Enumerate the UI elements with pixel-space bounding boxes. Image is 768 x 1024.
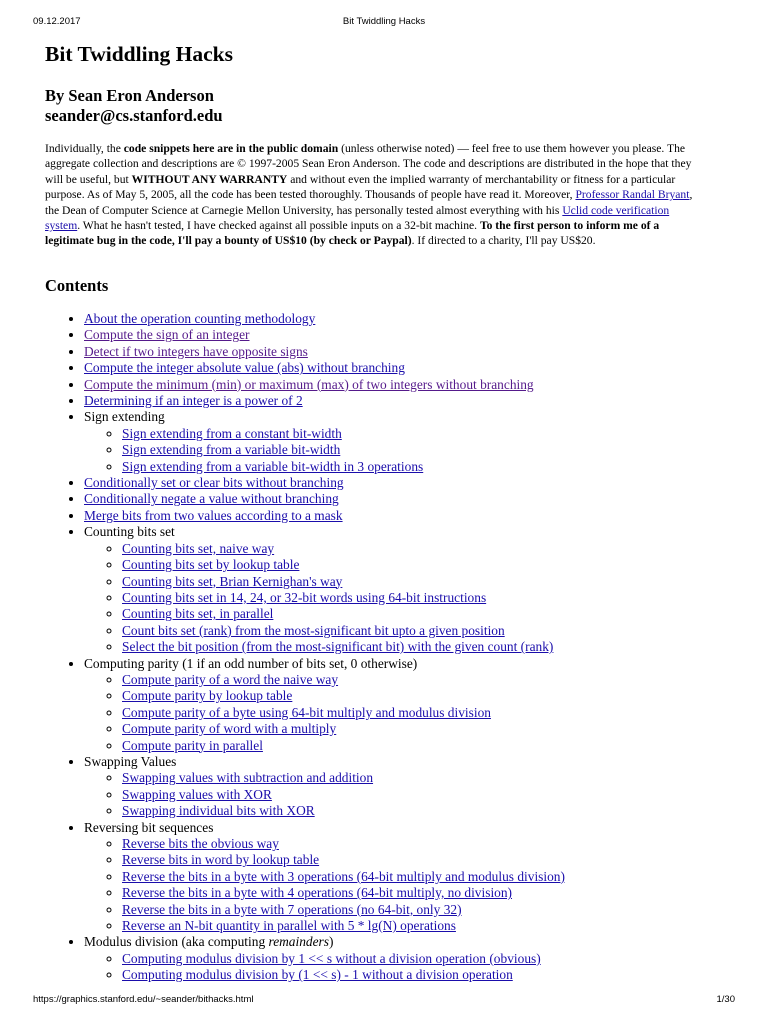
toc-sublist bbox=[84, 541, 724, 656]
toc-link[interactable]: Sign extending from a variable bit-width in 3 operations bbox=[122, 458, 424, 474]
toc-link[interactable]: Computing modulus division by 1 << s without a division operation (obvious) bbox=[122, 950, 541, 966]
toc-link[interactable]: Conditionally set or clear bits without branching bbox=[84, 475, 344, 491]
toc-link[interactable]: Compute parity of a word the naive way bbox=[122, 671, 339, 687]
toc-subitem bbox=[122, 738, 724, 754]
toc-link[interactable]: Compute parity by lookup table bbox=[122, 688, 293, 704]
toc-link[interactable]: Swapping values with XOR bbox=[122, 786, 272, 802]
toc-section-label-text: Modulus division (aka computing bbox=[84, 934, 269, 950]
intro-bold-public-domain: code snippets here are in the public domain bbox=[123, 142, 339, 155]
toc-subitem bbox=[122, 787, 724, 803]
toc-link[interactable]: Count bits set (rank) from the most-significant bit upto a given position bbox=[122, 622, 505, 638]
print-url: https://graphics.stanford.edu/~seander/bithacks.html bbox=[33, 994, 254, 1005]
toc-link[interactable]: Swapping individual bits with XOR bbox=[122, 803, 315, 819]
toc-link[interactable]: Detect if two integers have opposite signs bbox=[84, 343, 308, 359]
toc-link[interactable]: Merge bits from two values according to a mask bbox=[84, 507, 343, 523]
page-number: 1/30 bbox=[716, 994, 735, 1005]
toc-subitem bbox=[122, 541, 724, 557]
toc-item bbox=[84, 360, 724, 376]
toc-subitem bbox=[122, 869, 724, 885]
toc-subitem bbox=[122, 836, 724, 852]
toc-subitem bbox=[122, 639, 724, 655]
link-randal-bryant[interactable]: Professor Randal Bryant bbox=[575, 188, 690, 202]
toc-link[interactable]: Conditionally negate a value without branching bbox=[84, 491, 339, 507]
toc-subitem bbox=[122, 442, 724, 458]
intro-text: and without even the implied warranty of merchantability or fitness for a particular purpose. As of May 5, 2005, all the code has been tested thoroughly. Thousands of people have read it. Moreover, bbox=[45, 172, 676, 202]
intro-text: Individually, the bbox=[45, 142, 124, 155]
toc-link[interactable]: Compute the sign of an integer bbox=[84, 327, 250, 343]
toc-link[interactable]: Reverse the bits in a byte with 4 operations (64-bit multiply, no division) bbox=[122, 885, 513, 901]
toc-link[interactable]: Counting bits set by lookup table bbox=[122, 557, 300, 573]
author-name: By Sean Eron Anderson bbox=[45, 86, 214, 105]
toc-link[interactable]: Counting bits set in 14, 24, or 32-bit words using 64-bit instructions bbox=[122, 589, 487, 605]
toc-subitem bbox=[122, 852, 724, 868]
toc-item bbox=[84, 475, 724, 491]
toc-item bbox=[84, 393, 724, 409]
toc-sublist bbox=[84, 672, 724, 754]
toc-subitem bbox=[122, 951, 724, 967]
print-footer bbox=[0, 994, 768, 1008]
toc-link[interactable]: Determining if an integer is a power of 2 bbox=[84, 393, 303, 409]
toc-link[interactable]: Reverse an N-bit quantity in parallel with 5 * lg(N) operations bbox=[122, 918, 456, 934]
toc-subitem bbox=[122, 590, 724, 606]
toc-subitem bbox=[122, 606, 724, 622]
toc-section bbox=[84, 754, 724, 820]
toc-link[interactable]: Swapping values with subtraction and addition bbox=[122, 770, 374, 786]
toc-subitem bbox=[122, 688, 724, 704]
toc-section-label: Sign extending bbox=[84, 409, 165, 425]
toc-subitem bbox=[122, 967, 724, 983]
page-title: Bit Twiddling Hacks bbox=[45, 42, 233, 66]
toc-subitem bbox=[122, 574, 724, 590]
toc-item bbox=[84, 344, 724, 360]
toc-link[interactable]: Reverse the bits in a byte with 3 operations (64-bit multiply and modulus division) bbox=[122, 868, 565, 884]
intro-text: , the Dean of Computer Science at Carnegie Mellon University, has personally tested almost everything with his bbox=[45, 188, 693, 217]
toc-section bbox=[84, 934, 724, 983]
toc-sublist bbox=[84, 951, 724, 984]
print-date: 09.12.2017 bbox=[33, 16, 81, 27]
toc-link[interactable]: Compute the minimum (min) or maximum (max) of two integers without branching bbox=[84, 376, 534, 392]
toc-sublist bbox=[84, 770, 724, 819]
toc-subitem bbox=[122, 623, 724, 639]
toc-link[interactable]: Reverse bits the obvious way bbox=[122, 836, 279, 851]
toc-subitem bbox=[122, 705, 724, 721]
toc-link[interactable]: Compute the integer absolute value (abs) without branching bbox=[84, 360, 405, 376]
toc-item bbox=[84, 327, 724, 343]
contents-heading: Contents bbox=[45, 276, 109, 295]
toc-link[interactable]: Computing modulus division by (1 << s) - 1 without a division operation bbox=[122, 967, 513, 983]
intro-bold-no-warranty: WITHOUT ANY WARRANTY bbox=[131, 172, 288, 186]
toc-section-label-text: ) bbox=[328, 934, 334, 950]
toc-section bbox=[84, 656, 724, 754]
print-page-title: Bit Twiddling Hacks bbox=[342, 16, 426, 27]
print-header bbox=[0, 16, 768, 30]
toc-link[interactable]: Compute parity of a byte using 64-bit multiply and modulus division bbox=[122, 704, 491, 720]
toc-link[interactable]: Sign extending from a variable bit-width bbox=[122, 442, 341, 458]
toc-section bbox=[84, 524, 724, 655]
toc-link[interactable]: Sign extending from a constant bit-width bbox=[122, 425, 342, 441]
toc-subitem bbox=[122, 803, 724, 819]
toc-link[interactable]: Counting bits set, in parallel bbox=[122, 606, 274, 622]
toc-item bbox=[84, 508, 724, 524]
toc-link[interactable]: Reverse the bits in a byte with 7 operations (no 64-bit, only 32) bbox=[122, 901, 462, 917]
intro-text: . What he hasn't tested, I have checked against all possible inputs on a 32-bit machine. bbox=[77, 219, 480, 233]
toc-item bbox=[84, 377, 724, 393]
toc-section-label: Computing parity (1 if an odd number of bits set, 0 otherwise) bbox=[84, 655, 418, 671]
toc-sublist bbox=[84, 426, 724, 475]
author-email: seander@cs.stanford.edu bbox=[45, 106, 223, 125]
toc-item bbox=[84, 491, 724, 507]
intro-text: . If directed to a charity, I'll pay US$20. bbox=[411, 234, 596, 248]
toc-section-label bbox=[84, 934, 333, 949]
toc-section bbox=[84, 409, 724, 475]
toc-link[interactable]: Reverse bits in word by lookup table bbox=[122, 852, 320, 868]
toc-subitem bbox=[122, 885, 724, 901]
toc-subitem bbox=[122, 902, 724, 918]
toc-link[interactable]: Compute parity of word with a multiply bbox=[122, 721, 337, 737]
toc-section bbox=[84, 820, 724, 935]
toc-subitem bbox=[122, 918, 724, 934]
toc-subitem bbox=[122, 721, 724, 737]
toc-section-label: Reversing bit sequences bbox=[84, 819, 214, 835]
toc-link[interactable]: About the operation counting methodology bbox=[84, 311, 316, 326]
toc-subitem bbox=[122, 459, 724, 475]
toc-link[interactable]: Counting bits set, Brian Kernighan's way bbox=[122, 573, 343, 589]
toc-sublist bbox=[84, 836, 724, 934]
toc-subitem bbox=[122, 672, 724, 688]
toc-item bbox=[84, 311, 724, 327]
toc-section-label-emphasis: remainders bbox=[268, 934, 329, 950]
toc-section-label: Counting bits set bbox=[84, 524, 175, 540]
toc-section-label: Swapping Values bbox=[84, 753, 177, 769]
toc-link[interactable]: Counting bits set, naive way bbox=[122, 540, 275, 556]
intro-bold-bounty: To the first person to inform me of a legitimate bug in the code, I'll pay a bounty of US$10 (by check or Paypal) bbox=[45, 219, 660, 248]
toc-subitem bbox=[122, 426, 724, 442]
toc-link[interactable]: Select the bit position (from the most-significant bit) with the given count (rank) bbox=[122, 639, 554, 655]
intro-paragraph bbox=[45, 141, 705, 249]
table-of-contents bbox=[45, 311, 724, 984]
link-uclid-system[interactable]: Uclid code verification system bbox=[45, 203, 670, 233]
byline bbox=[45, 86, 223, 126]
toc-link[interactable]: Compute parity in parallel bbox=[122, 737, 263, 753]
toc-subitem bbox=[122, 557, 724, 573]
intro-text: (unless otherwise noted) — feel free to use them however you please. The aggregate collection and descriptions are © 1997-2005 Sean Eron Anderson. The code and descriptions are distributed in the hope that they will be useful, but bbox=[45, 142, 692, 186]
toc-subitem bbox=[122, 770, 724, 786]
